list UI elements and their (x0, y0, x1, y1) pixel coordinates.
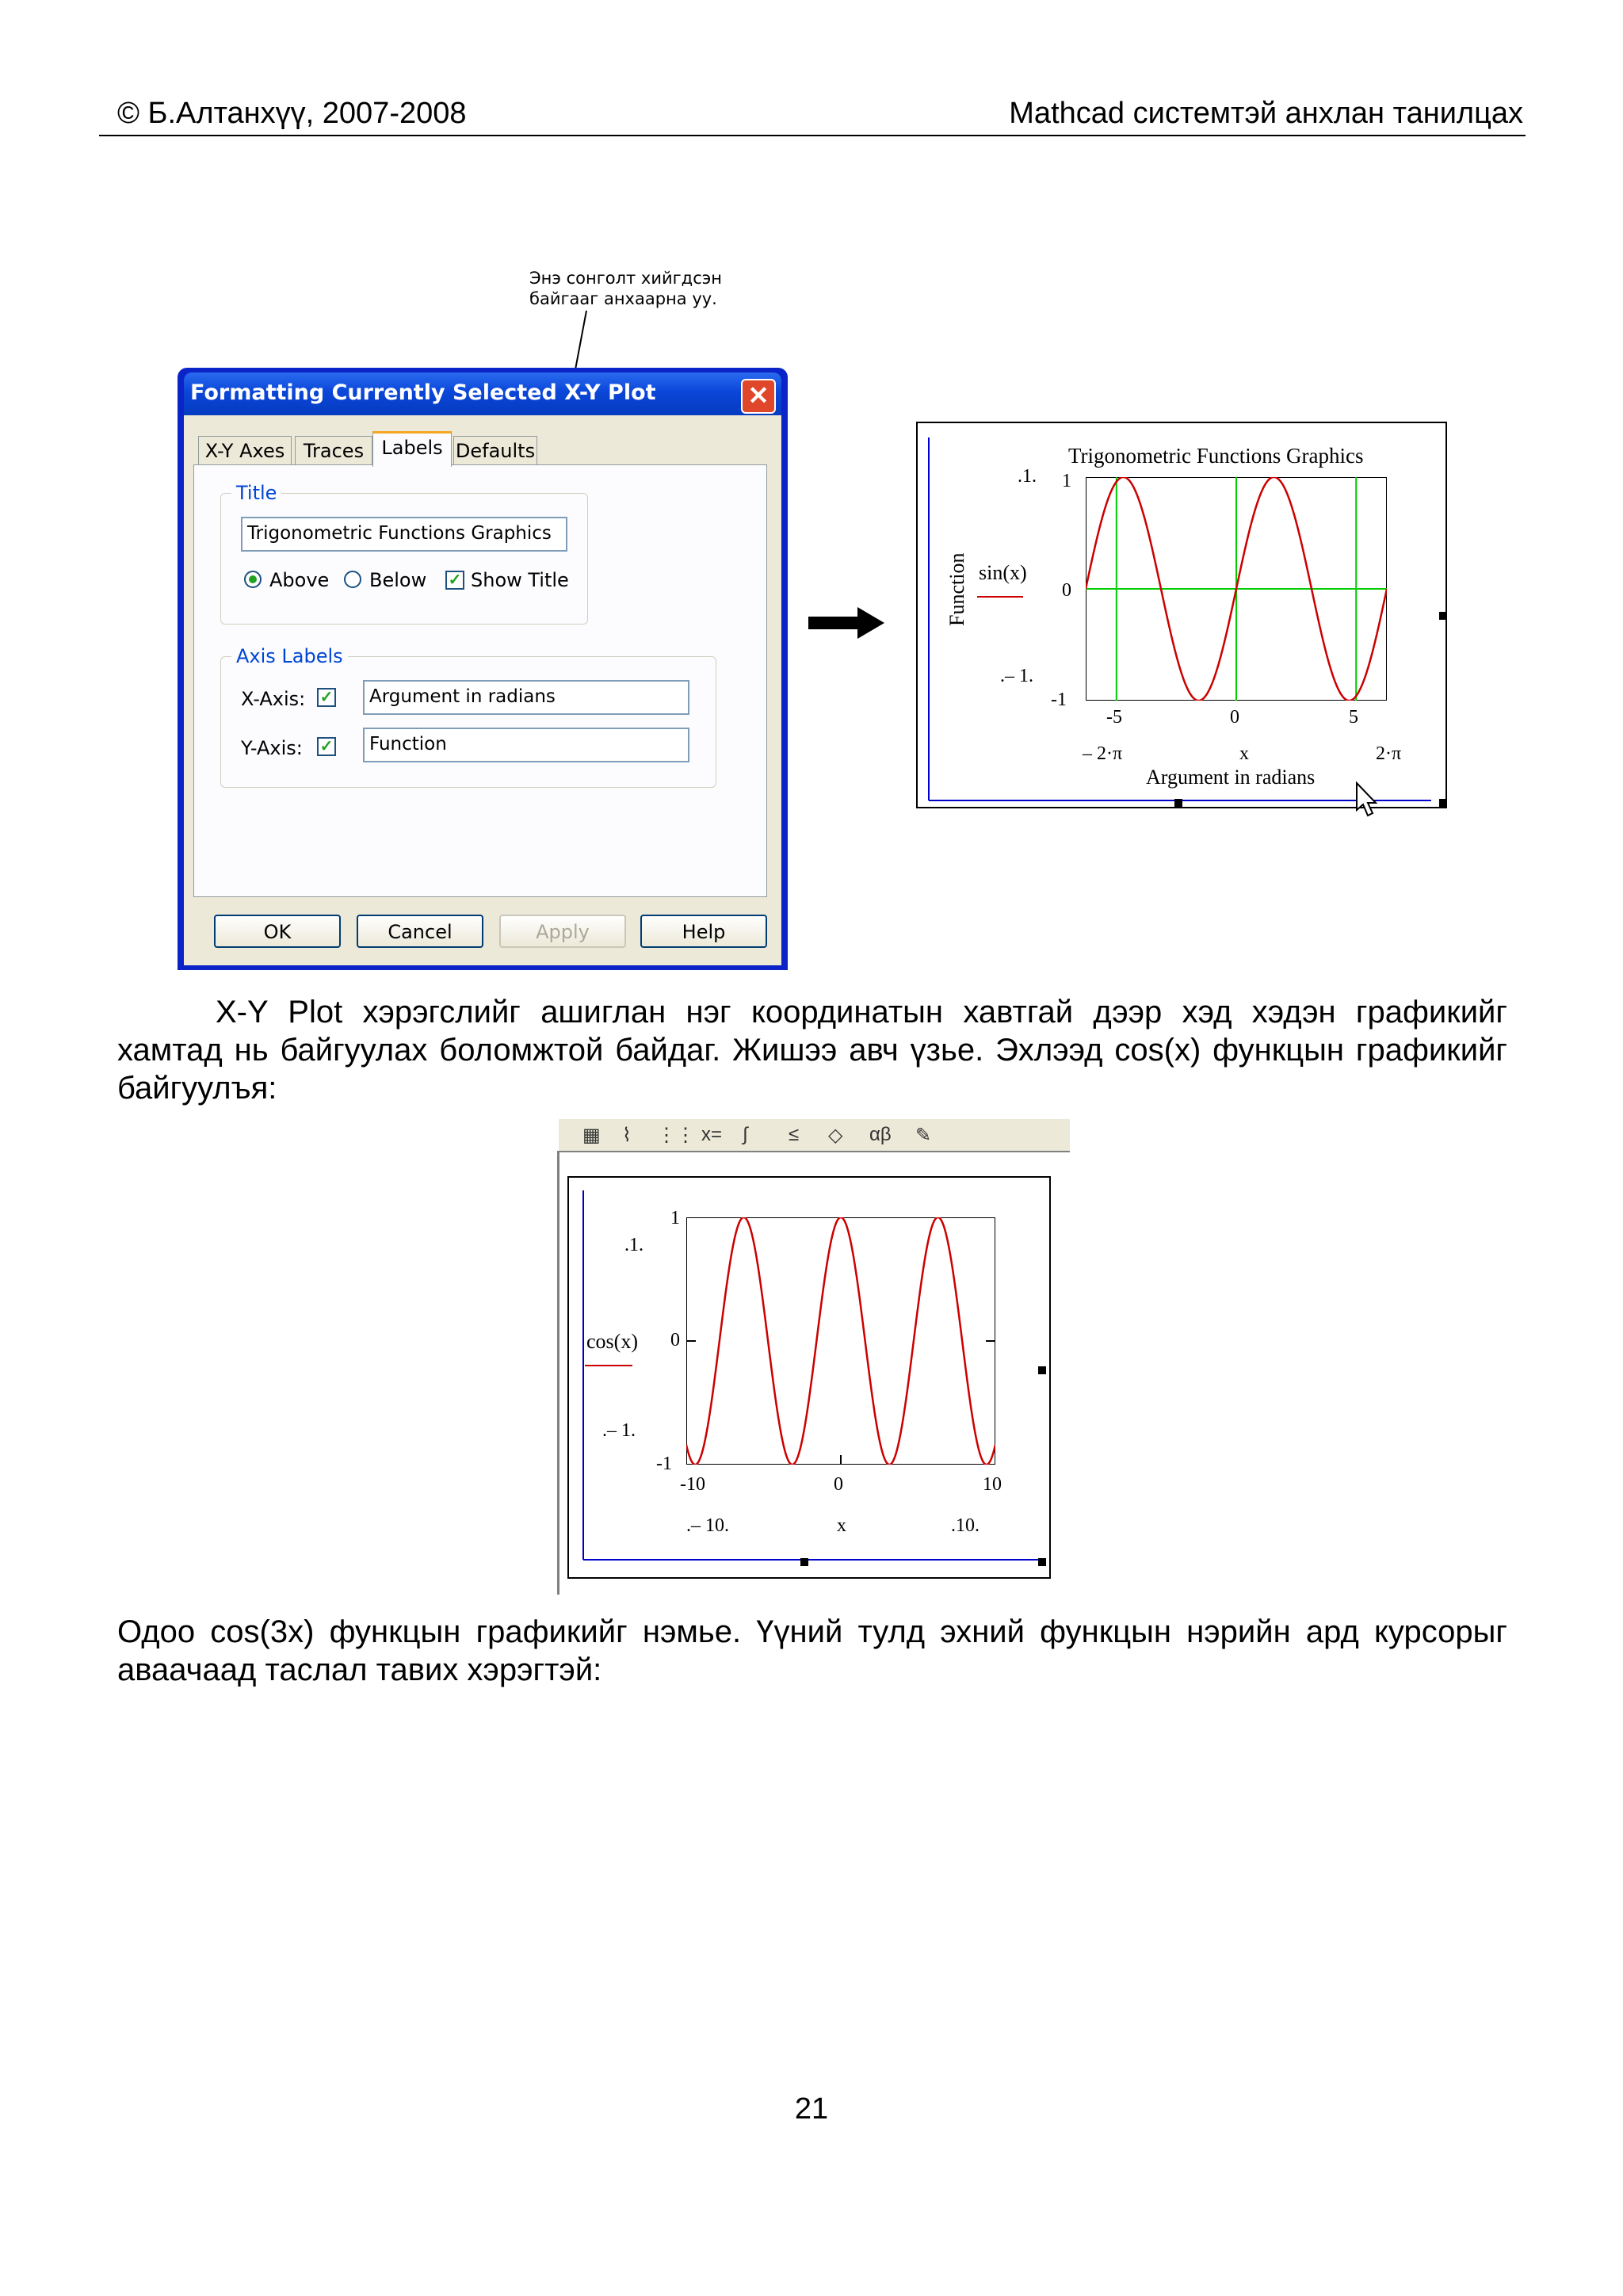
axis-labels-group (220, 656, 716, 788)
plot-1-xlabel: Argument in radians (1146, 766, 1316, 789)
plot-1-legend-name: sin(x) (979, 561, 1027, 584)
plot-2-xrange-left: .– 10. (686, 1515, 729, 1536)
show-title-checkbox[interactable]: ✓ (445, 571, 464, 590)
y-axis-label: Y-Axis: (241, 737, 303, 759)
plot-1-title: Trigonometric Functions Graphics (1068, 444, 1364, 468)
plot-2-ytick-bottom: -1 (656, 1454, 672, 1474)
help-button[interactable]: Help (640, 915, 767, 948)
plot-1-xvar: x (1239, 743, 1249, 764)
graph-toolbar-icon[interactable]: ⌇ (622, 1125, 632, 1146)
right-arrow-icon (808, 607, 888, 639)
header-left: © Б.Алтанхүү, 2007-2008 (117, 97, 467, 130)
plot-1-xrange-right: 2·π (1376, 743, 1402, 764)
show-title-label: Show Title (471, 569, 569, 591)
plot-1-svg (1086, 477, 1387, 701)
boolean-icon[interactable]: ≤ (789, 1124, 800, 1145)
plot-1-ylabel: Function (945, 552, 968, 626)
x-axis-checkbox[interactable]: ✓ (317, 688, 336, 707)
greek-icon[interactable]: αβ (869, 1124, 892, 1145)
ok-button[interactable]: OK (214, 915, 341, 948)
programming-icon[interactable]: ◇ (828, 1125, 843, 1146)
tab-labels[interactable]: Labels (372, 431, 452, 467)
plot-1-xrange-left: – 2·π (1083, 743, 1123, 764)
above-radio[interactable] (244, 571, 262, 588)
plot-2-xtick-mid: 0 (834, 1474, 843, 1495)
plot-1-ytick-bottom: -1 (1051, 690, 1067, 710)
plot-2-xlabel: x (837, 1515, 846, 1536)
paragraph-1: X-Y Plot хэрэгслийг ашиглан нэг координатын хавтгай дээр хэд хэдэн графикийг хамтад нь байгуулах боломжтой байдаг. Жишээ авч үзье. Эхлээд cos(x) функцын графикийг байгуулъя: (117, 995, 1508, 1106)
cancel-button[interactable]: Cancel (357, 915, 483, 948)
plot-2-ytick-top: 1 (670, 1208, 680, 1228)
calculus-icon[interactable]: ∫ (743, 1124, 748, 1145)
x-axis-label: X-Axis: (241, 688, 306, 710)
worksheet-edge (557, 1151, 559, 1595)
plot-1-legend-line (977, 596, 1023, 598)
calculator-icon[interactable]: ▦ (582, 1125, 601, 1146)
axis-labels-group-label: Axis Labels (231, 645, 348, 667)
y-axis-input[interactable]: Function (363, 728, 689, 762)
plot-1-ytick-mid: 0 (1062, 580, 1071, 601)
annotation-line-1: Энэ сонголт хийгдсэн (529, 269, 723, 288)
paragraph-2: Одоо cos(3x) функцын графикийг нэмье. Үүний тулд эхний функцын нэрийн ард курсорыг аваачаад таслал тавих хэрэгтэй: (117, 1614, 1507, 1687)
plot-2-yrange-bottom: .– 1. (602, 1420, 636, 1441)
x-axis-input[interactable]: Argument in radians (363, 680, 689, 715)
evaluation-icon[interactable]: x= (701, 1124, 723, 1145)
tab-xy-axes[interactable]: X-Y Axes (198, 436, 292, 465)
matrix-icon[interactable]: ⋮⋮ (657, 1125, 695, 1146)
math-toolbar (559, 1119, 1070, 1152)
tab-defaults[interactable]: Defaults (453, 436, 537, 465)
plot-2-yrange-top: .1. (624, 1235, 643, 1255)
plot-1-xtick-mid: 0 (1230, 707, 1239, 728)
plot-1-ytick-top: 1 (1062, 471, 1071, 491)
plot-1-xtick-left: -5 (1106, 707, 1122, 728)
below-label: Below (369, 569, 427, 591)
plot-2-legend-name: cos(x) (586, 1330, 638, 1353)
page-number: 21 (794, 2092, 829, 2126)
plot-2-xrange-right: .10. (951, 1515, 980, 1536)
plot-1-yrange-bottom: .– 1. (1000, 666, 1033, 686)
above-label: Above (269, 569, 330, 591)
plot-2-xtick-right: 10 (983, 1474, 1002, 1495)
dialog-title: Formatting Currently Selected X-Y Plot (190, 380, 656, 405)
tab-traces[interactable]: Traces (295, 436, 372, 465)
apply-button[interactable]: Apply (499, 915, 626, 948)
y-axis-checkbox[interactable]: ✓ (317, 737, 336, 756)
plot-2-legend-line (585, 1365, 632, 1366)
title-group (220, 493, 588, 625)
symbolic-icon[interactable]: ✎ (915, 1125, 932, 1146)
plot-area-border (686, 1217, 995, 1465)
plot-2-xtick-left: -10 (680, 1474, 705, 1495)
below-radio[interactable] (344, 571, 361, 588)
plot-1-yrange-top: .1. (1018, 466, 1037, 487)
plot-2-svg (686, 1217, 995, 1465)
title-group-label: Title (231, 482, 281, 504)
close-icon[interactable]: ✕ (741, 379, 776, 414)
plot-1-xtick-right: 5 (1349, 707, 1358, 728)
header-right: Mathcad системтэй анхлан танилцах (1009, 97, 1523, 130)
title-input[interactable]: Trigonometric Functions Graphics (241, 517, 567, 552)
annotation-line-2: байгааг анхаарна уу. (529, 289, 717, 308)
plot-2-ytick-mid: 0 (670, 1330, 680, 1350)
